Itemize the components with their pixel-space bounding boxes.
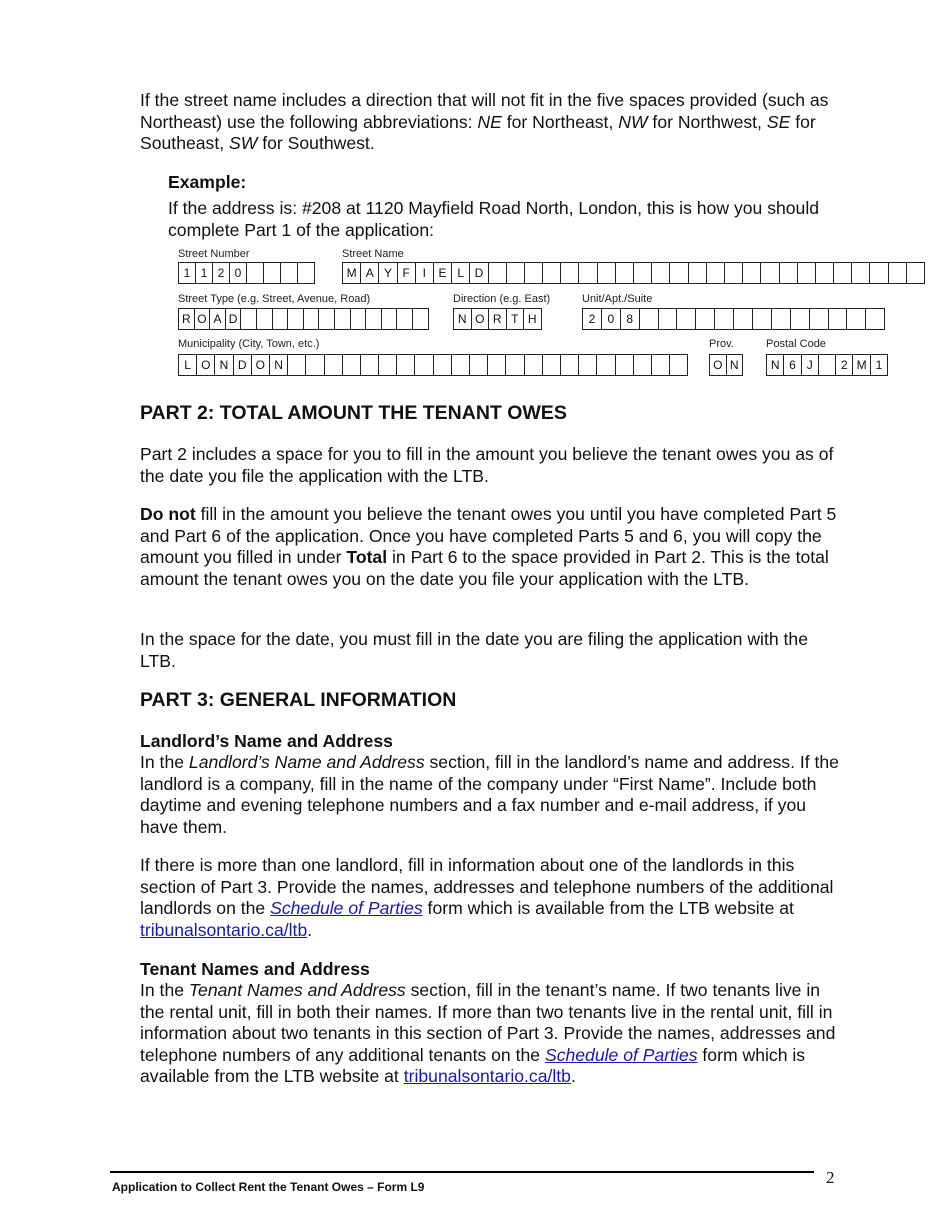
form-char-box: N <box>215 355 233 375</box>
street-number-label: Street Number <box>178 248 250 260</box>
form-char-box <box>579 263 597 283</box>
form-char-box <box>852 263 870 283</box>
street-type-label: Street Type (e.g. Street, Avenue, Road) <box>178 293 371 305</box>
form-char-box: 0 <box>230 263 247 283</box>
form-char-box <box>652 263 670 283</box>
form-char-box <box>866 309 885 329</box>
form-char-box: 2 <box>213 263 230 283</box>
form-char-box <box>847 309 866 329</box>
page-number: 2 <box>826 1168 835 1187</box>
form-char-box <box>616 263 634 283</box>
form-char-box: 2 <box>836 355 853 375</box>
form-char-box <box>525 355 543 375</box>
form-char-box <box>696 309 715 329</box>
form-char-box <box>715 309 734 329</box>
form-char-box <box>616 355 634 375</box>
form-char-box <box>343 355 361 375</box>
form-char-box <box>325 355 343 375</box>
form-char-box: N <box>767 355 784 375</box>
form-char-box: 1 <box>196 263 213 283</box>
form-char-box <box>640 309 659 329</box>
form-char-box <box>415 355 433 375</box>
form-char-box <box>816 263 834 283</box>
form-char-box: N <box>727 355 744 375</box>
form-char-box <box>434 355 452 375</box>
unit-label: Unit/Apt./Suite <box>582 293 653 305</box>
form-char-box <box>734 309 753 329</box>
form-char-box <box>361 355 379 375</box>
prov-label: Prov. <box>709 338 734 350</box>
form-char-box <box>689 263 707 283</box>
form-char-box: T <box>507 309 525 329</box>
form-char-box <box>829 309 848 329</box>
form-char-box: O <box>195 309 211 329</box>
form-char-box <box>597 355 615 375</box>
form-char-box <box>761 263 779 283</box>
form-char-box <box>677 309 696 329</box>
form-char-box <box>351 309 367 329</box>
unit-boxes <box>582 308 885 330</box>
part2-paragraph-3: In the space for the date, you must fill in the date you are filing the application with the LTB. <box>140 629 808 671</box>
form-char-box: 1 <box>179 263 196 283</box>
form-char-box: M <box>343 263 361 283</box>
schedule-of-parties-link-2[interactable]: Schedule of Parties <box>544 1044 698 1065</box>
form-char-box <box>507 263 525 283</box>
form-char-box: N <box>454 309 472 329</box>
form-char-box <box>298 263 315 283</box>
form-char-box: R <box>179 309 195 329</box>
form-char-box <box>382 309 398 329</box>
prov-boxes <box>709 354 743 376</box>
form-char-box <box>543 263 561 283</box>
tenant-paragraph: In the Tenant Names and Address section, fill in the tenant’s name. If two tenants live in the rental unit, fill in both their names. If more than two tenants live in the rental unit, fill in information about two tenants in this section of Part 3. Provide the names, addresses and telephone numbers of any additional tenants on the Schedule of Parties form which is available from the LTB website at tribunalsontario.ca/ltb. <box>140 980 836 1087</box>
form-char-box: 1 <box>871 355 888 375</box>
tenant-heading: Tenant Names and Address <box>140 959 370 979</box>
form-char-box <box>798 263 816 283</box>
form-char-box: I <box>416 263 434 283</box>
form-char-box <box>366 309 382 329</box>
form-char-box <box>780 263 798 283</box>
form-char-box: M <box>853 355 870 375</box>
example-heading: Example: <box>168 172 247 192</box>
form-char-box: D <box>226 309 242 329</box>
footer-divider <box>110 1171 814 1173</box>
part2-heading: PART 2: TOTAL AMOUNT THE TENANT OWES <box>140 402 567 424</box>
form-char-box: L <box>452 263 470 283</box>
form-char-box <box>257 309 273 329</box>
form-char-box <box>306 355 324 375</box>
form-char-box: E <box>434 263 452 283</box>
direction-boxes <box>453 308 542 330</box>
form-char-box <box>834 263 852 283</box>
form-char-box <box>561 263 579 283</box>
form-char-box: O <box>710 355 727 375</box>
street-number-boxes <box>178 262 315 284</box>
form-char-box <box>707 263 725 283</box>
form-char-box <box>870 263 888 283</box>
form-char-box: O <box>252 355 270 375</box>
form-char-box: J <box>802 355 819 375</box>
form-char-box <box>725 263 743 283</box>
form-char-box: 0 <box>602 309 621 329</box>
form-char-box <box>488 355 506 375</box>
form-char-box <box>561 355 579 375</box>
form-char-box <box>397 309 413 329</box>
form-char-box <box>525 263 543 283</box>
ltb-website-link[interactable]: tribunalsontario.ca/ltb <box>140 919 308 940</box>
form-char-box <box>241 309 257 329</box>
street-type-boxes <box>178 308 429 330</box>
municipality-label: Municipality (City, Town, etc.) <box>178 338 320 350</box>
form-char-box: D <box>470 263 488 283</box>
form-char-box <box>470 355 488 375</box>
form-char-box <box>397 355 415 375</box>
form-char-box: 8 <box>621 309 640 329</box>
landlord-paragraph-2: If there is more than one landlord, fill in information about one of the landlords in this section of Part 3. Provide the names, addresses and telephone numbers of the additional landlords on the Schedule of Parties form which is available from the LTB website at tribunalsontario.ca/ltb. <box>140 855 834 940</box>
form-char-box: R <box>489 309 507 329</box>
form-char-box <box>743 263 761 283</box>
form-char-box: N <box>270 355 288 375</box>
postal-code-boxes <box>766 354 888 376</box>
direction-label: Direction (e.g. East) <box>453 293 551 305</box>
example-text: If the address is: #208 at 1120 Mayfield Road North, London, this is how you should complete Part 1 of the application: <box>168 198 820 240</box>
form-char-box <box>889 263 907 283</box>
footer-title: Application to Collect Rent the Tenant Owes – Form L9 <box>112 1180 425 1194</box>
form-char-box: O <box>472 309 490 329</box>
intro-paragraph: If the street name includes a direction that will not fit in the five spaces provided (such as Northeast) use the following abbreviations: NE for Northeast, NW for Northwest, SE for Southeast, SW for Southwest. <box>140 90 829 154</box>
form-char-box <box>810 309 829 329</box>
street-name-label: Street Name <box>342 248 404 260</box>
form-char-box <box>652 355 670 375</box>
form-char-box <box>281 263 298 283</box>
form-char-box: O <box>197 355 215 375</box>
form-char-box <box>753 309 772 329</box>
form-char-box <box>335 309 351 329</box>
form-char-box <box>304 309 320 329</box>
form-char-box: Y <box>379 263 397 283</box>
form-char-box <box>319 309 335 329</box>
schedule-of-parties-link[interactable]: Schedule of Parties <box>270 898 423 919</box>
form-char-box <box>634 263 652 283</box>
landlord-heading: Landlord’s Name and Address <box>140 731 393 751</box>
part2-paragraph-2: Do not fill in the amount you believe the tenant owes you until you have completed Part 5 and Part 6 of the application. Once you have completed Parts 5 and 6, you will copy the amount you filled in under Total in Part 6 to the space provided in Part 2. This is the total amount the tenant owes you on the date you file your application with the LTB. <box>140 504 837 589</box>
form-char-box <box>413 309 429 329</box>
part3-heading: PART 3: GENERAL INFORMATION <box>140 689 457 711</box>
form-char-box <box>247 263 264 283</box>
form-char-box: L <box>179 355 197 375</box>
street-name-boxes <box>342 262 925 284</box>
form-char-box <box>288 355 306 375</box>
form-char-box <box>579 355 597 375</box>
form-char-box <box>506 355 524 375</box>
form-char-box <box>379 355 397 375</box>
form-char-box <box>288 309 304 329</box>
form-char-box <box>819 355 836 375</box>
form-char-box <box>791 309 810 329</box>
form-char-box <box>659 309 678 329</box>
form-char-box: D <box>234 355 252 375</box>
part2-paragraph-1: Part 2 includes a space for you to fill in the amount you believe the tenant owes you as of the date you file the application with the LTB. <box>140 444 834 486</box>
form-char-box <box>273 309 289 329</box>
form-char-box <box>452 355 470 375</box>
form-char-box <box>598 263 616 283</box>
form-char-box: F <box>398 263 416 283</box>
form-char-box: H <box>524 309 542 329</box>
form-char-box <box>670 355 688 375</box>
form-char-box <box>264 263 281 283</box>
form-char-box <box>634 355 652 375</box>
postal-code-label: Postal Code <box>766 338 826 350</box>
form-char-box: 6 <box>784 355 801 375</box>
form-char-box: 2 <box>583 309 602 329</box>
form-char-box: A <box>361 263 379 283</box>
form-char-box <box>772 309 791 329</box>
form-char-box <box>489 263 507 283</box>
landlord-paragraph-1: In the Landlord’s Name and Address section, fill in the landlord’s name and address. If the landlord is a company, fill in the name of the company under “First Name”. Include both daytime and evening telephone numbers and a fax number and e-mail address, if you have them. <box>140 752 839 837</box>
municipality-boxes <box>178 354 688 376</box>
form-char-box <box>543 355 561 375</box>
form-char-box <box>907 263 925 283</box>
form-char-box: A <box>210 309 226 329</box>
form-char-box <box>670 263 688 283</box>
ltb-website-link-2[interactable]: tribunalsontario.ca/ltb <box>403 1066 571 1087</box>
